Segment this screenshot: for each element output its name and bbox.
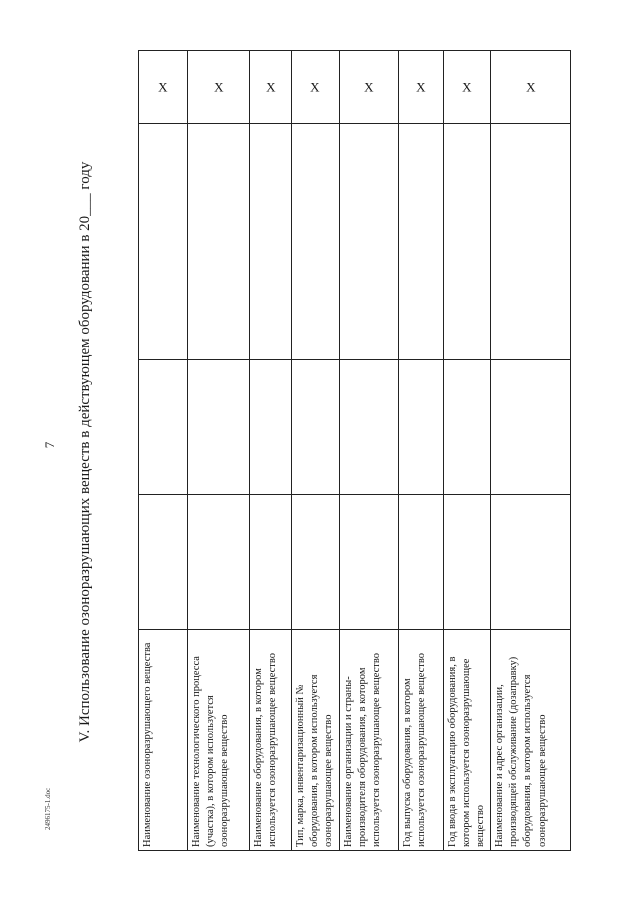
equipment-table — [138, 61, 564, 851]
empty-cell — [491, 360, 571, 495]
table-row — [139, 51, 188, 851]
empty-cell — [292, 360, 340, 495]
row-label: Наименование организации и страны-производителя оборудования, в котором используется озоноразрушающее вещество — [339, 630, 398, 851]
row-label: Наименование озоноразрушающего вещества — [139, 630, 188, 851]
empty-cell — [139, 360, 188, 495]
table-row — [188, 51, 250, 851]
row-label: Тип, марка, инвентаризационный № оборудования, в котором используется озоноразрушающее вещество — [292, 630, 340, 851]
section-title: V. Использование озоноразрушающих веществ в действующем оборудовании в 20___ году — [77, 161, 93, 743]
row-label: Наименование оборудования, в котором используется озоноразрушающее вещество — [250, 630, 292, 851]
x-mark: X — [292, 51, 340, 124]
row-label: Год ввода в эксплуатацию оборудования, в котором используется озоноразрушающее вещество — [443, 630, 491, 851]
table-row — [339, 51, 398, 851]
empty-cell — [250, 495, 292, 630]
empty-cell — [188, 360, 250, 495]
empty-cell — [339, 360, 398, 495]
row-label: Наименование и адрес организации, производящей обслуживание (дозаправку) оборудования, в котором используется озоноразрушающее вещество — [491, 630, 571, 851]
table-row — [292, 51, 340, 851]
table-row — [250, 51, 292, 851]
empty-cell — [443, 124, 491, 360]
row-label: Наименование технологического процесса (участка), в котором используется озоноразрушающее вещество — [188, 630, 250, 851]
empty-cell — [491, 495, 571, 630]
empty-cell — [398, 124, 443, 360]
table-row — [443, 51, 491, 851]
x-mark: X — [398, 51, 443, 124]
empty-cell — [188, 124, 250, 360]
x-mark: X — [188, 51, 250, 124]
empty-cell — [188, 495, 250, 630]
x-mark: X — [250, 51, 292, 124]
empty-cell — [292, 495, 340, 630]
empty-cell — [292, 124, 340, 360]
x-mark: X — [339, 51, 398, 124]
empty-cell — [250, 124, 292, 360]
page-number: 7 — [42, 441, 57, 449]
empty-cell — [139, 495, 188, 630]
empty-cell — [250, 360, 292, 495]
empty-cell — [339, 495, 398, 630]
empty-cell — [139, 124, 188, 360]
x-mark: X — [491, 51, 571, 124]
row-label: Год выпуска оборудования, в котором используется озоноразрушающее вещество — [398, 630, 443, 851]
empty-cell — [398, 360, 443, 495]
document-reference: 2496175-1.doc — [44, 787, 52, 830]
empty-cell — [398, 495, 443, 630]
empty-cell — [443, 495, 491, 630]
table-row — [491, 51, 571, 851]
table-row — [398, 51, 443, 851]
x-mark: X — [139, 51, 188, 124]
empty-cell — [491, 124, 571, 360]
empty-cell — [443, 360, 491, 495]
empty-cell — [339, 124, 398, 360]
x-mark: X — [443, 51, 491, 124]
